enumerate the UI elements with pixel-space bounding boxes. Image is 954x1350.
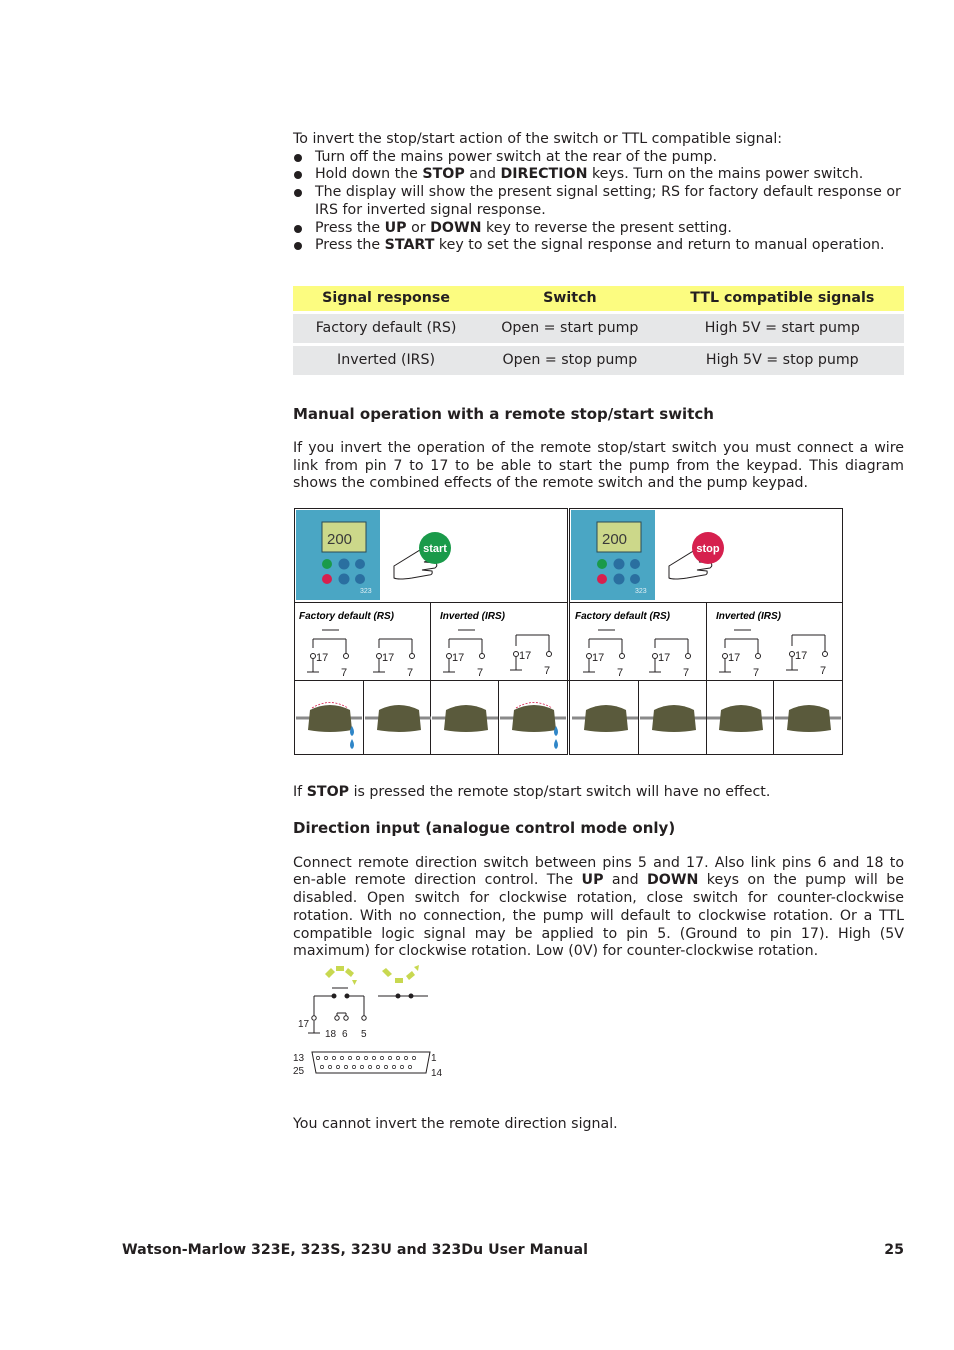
rotation-arrow-icon — [382, 965, 419, 983]
page-number: 25 — [884, 1242, 904, 1258]
svg-text:7: 7 — [820, 665, 827, 677]
table-cell: Open = start pump — [479, 314, 660, 343]
direction-switch — [308, 988, 428, 1033]
direction-pin-labels — [298, 1019, 367, 1040]
d-connector-icon — [312, 1052, 430, 1073]
svg-text:13: 13 — [293, 1053, 305, 1064]
table-cell: Inverted (IRS) — [293, 346, 479, 375]
direction-switch-diagram — [292, 960, 452, 1084]
table-cell: High 5V = stop pump — [661, 346, 904, 375]
svg-text:14: 14 — [431, 1068, 443, 1079]
pump-head-icon — [365, 705, 431, 732]
start-label: start — [423, 543, 447, 555]
table-cell: Factory default (RS) — [293, 314, 479, 343]
keypad-model: 323 — [360, 588, 372, 595]
step-3: The display will show the present signal setting; RS for factory default response or IRS for inverted signal response. — [293, 184, 904, 219]
rotation-arrow-icon — [325, 966, 357, 985]
keypad-display: 200 — [602, 531, 628, 548]
svg-text:17: 17 — [592, 652, 605, 664]
intro-text: To invert the stop/start action of the switch or TTL compatible signal: — [293, 131, 783, 147]
col-header: Switch — [479, 286, 660, 311]
steps-list — [293, 149, 904, 255]
closing-text: You cannot invert the remote direction signal. — [293, 1115, 618, 1132]
table-header-row — [293, 286, 904, 311]
svg-text:17: 17 — [452, 652, 465, 664]
pump-head-icon — [432, 705, 498, 732]
svg-text:17: 17 — [519, 650, 532, 662]
svg-text:5: 5 — [361, 1029, 367, 1040]
svg-text:7: 7 — [753, 667, 760, 679]
svg-text:7: 7 — [407, 667, 414, 679]
svg-text:17: 17 — [298, 1019, 310, 1030]
pump-head-icon — [707, 705, 773, 732]
keypad-right — [571, 510, 655, 600]
step-2: Hold down the STOP and DIRECTION keys. Turn on the mains power switch. — [293, 166, 904, 184]
table-cell: Open = stop pump — [479, 346, 660, 375]
svg-text:7: 7 — [617, 667, 624, 679]
svg-text:25: 25 — [293, 1066, 305, 1077]
step-1: Turn off the mains power switch at the rear of the pump. — [293, 149, 904, 167]
section-heading-direction: Direction input (analogue control mode only) — [293, 818, 676, 837]
table-row — [293, 346, 904, 375]
keypad-left — [296, 510, 380, 600]
svg-text:7: 7 — [477, 667, 484, 679]
svg-text:7: 7 — [683, 667, 690, 679]
footer-title: Watson-Marlow 323E, 323S, 323U and 323Du User Manual — [122, 1242, 588, 1258]
col-header: TTL compatible signals — [661, 286, 904, 311]
svg-text:17: 17 — [728, 652, 741, 664]
col-header: Signal response — [293, 286, 479, 311]
section-para-remote: If you invert the operation of the remote stop/start switch you must connect a wire link from pin 7 to 17 to be able to start the pump from the keypad. This diagram shows the combined effects of the remote switch and the pump keypad. — [293, 439, 904, 492]
svg-text:18: 18 — [325, 1029, 337, 1040]
svg-text:6: 6 — [342, 1029, 348, 1040]
svg-text:17: 17 — [382, 652, 395, 664]
mode-label: Factory default (RS) — [299, 611, 395, 622]
remote-switch-diagram — [294, 508, 844, 760]
svg-text:7: 7 — [544, 665, 551, 677]
signal-table — [293, 283, 904, 378]
stop-note: If STOP is pressed the remote stop/start switch will have no effect. — [293, 784, 771, 801]
svg-text:1: 1 — [431, 1053, 437, 1064]
switch-pin-labels — [316, 650, 826, 679]
svg-text:17: 17 — [795, 650, 808, 662]
table-row — [293, 314, 904, 343]
svg-text:17: 17 — [658, 652, 671, 664]
svg-text:7: 7 — [341, 667, 348, 679]
pump-head-icon — [775, 705, 841, 732]
svg-text:17: 17 — [316, 652, 329, 664]
pump-head-icon — [640, 705, 706, 732]
keypad-model: 323 — [635, 588, 647, 595]
stop-label: stop — [696, 543, 720, 555]
section-heading-remote: Manual operation with a remote stop/start switch — [293, 404, 714, 423]
page-footer — [122, 1242, 904, 1258]
section-para-direction: Connect remote direction switch between pins 5 and 17. Also link pins 6 and 18 to en-able remote direction control. The UP and DOWN keys on the pump will be disabled. Open switch for clockwise rotation, close switch for counter-clockwise rotation. With no connection, the pump will default to clockwise rotation. Or a TTL compatible logic signal may be applied to pin 5. (Ground to pin 17). High (5V maximum) for clockwise rotation. Low (0V) for counter-clockwise rotation. — [293, 854, 904, 960]
mode-label: Inverted (IRS) — [440, 611, 506, 622]
pump-head-icon — [572, 705, 638, 732]
step-5: Press the START key to set the signal response and return to manual operation. — [293, 237, 904, 255]
keypad-display: 200 — [327, 531, 353, 548]
step-4: Press the UP or DOWN key to reverse the present setting. — [293, 220, 904, 238]
table-cell: High 5V = start pump — [661, 314, 904, 343]
mode-label: Factory default (RS) — [575, 611, 671, 622]
pump-heads — [296, 703, 841, 733]
mode-label: Inverted (IRS) — [716, 611, 782, 622]
